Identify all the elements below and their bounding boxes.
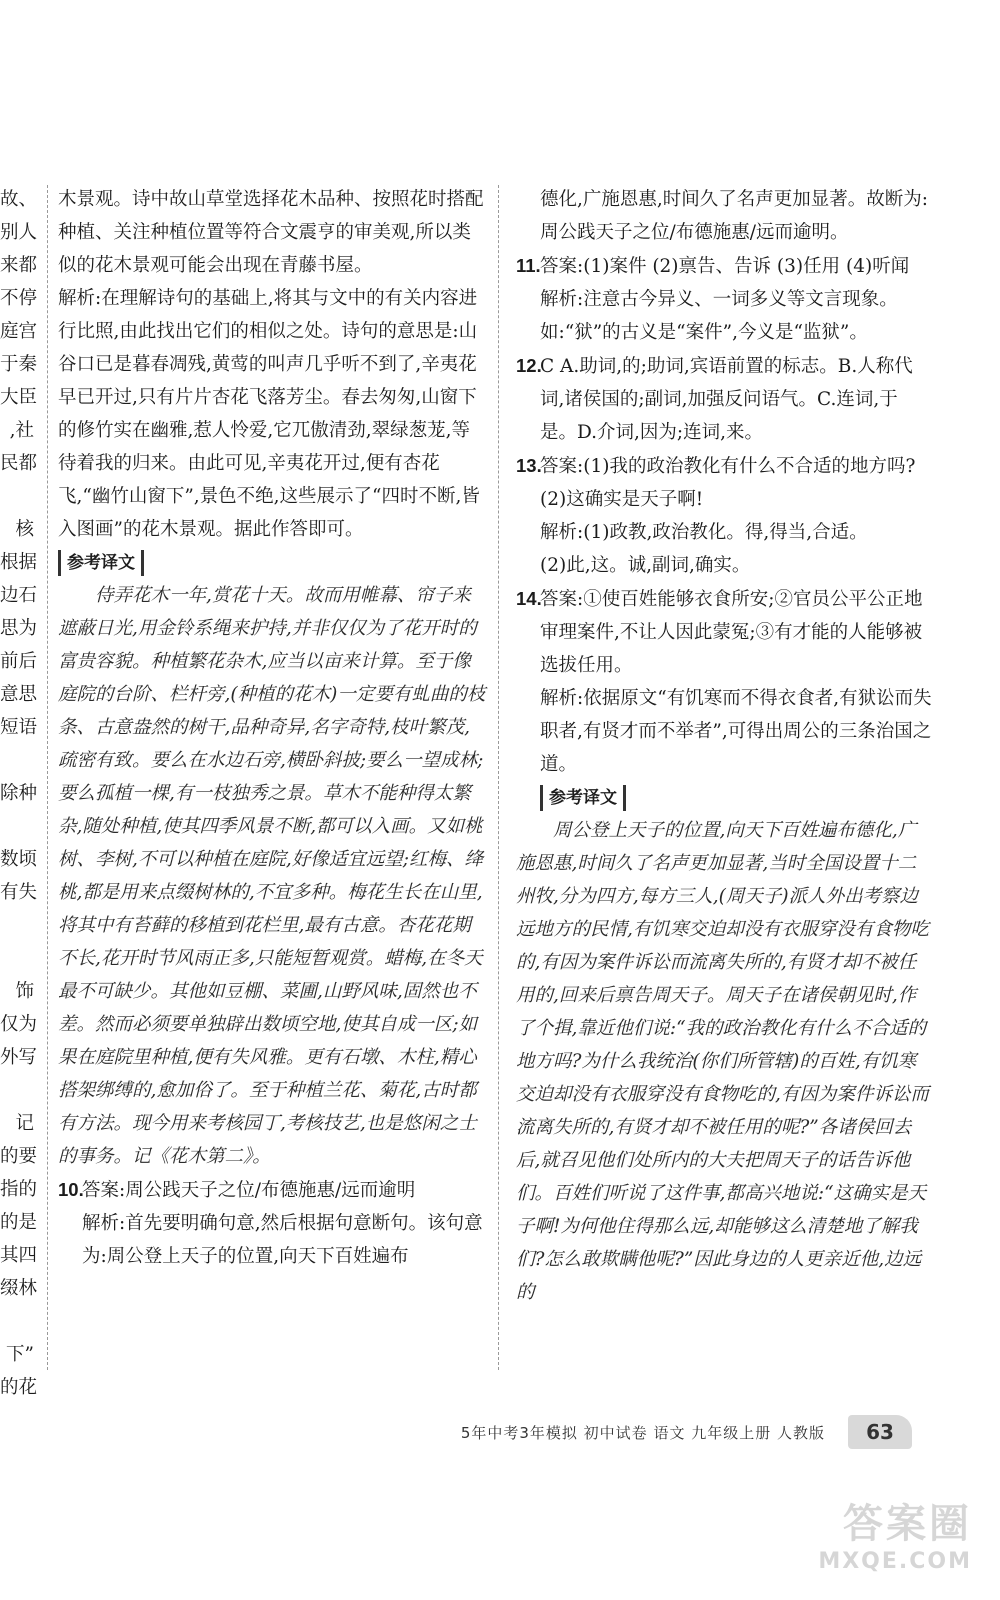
fragment-line: 其四 [0,1245,38,1266]
fragment-line [0,810,38,843]
answer-text: 答案:①使百姓能够衣食所安;②官员公平公正地审理案件,不让人因此蒙冤;③有才能的人能够被选拔任用。 [540,589,923,676]
watermark [818,1492,972,1574]
fragment-line: 庭宫 [0,321,38,342]
fragment-line: 大臣 [0,387,38,408]
fragment-line [0,942,38,975]
question-14 [516,582,934,682]
fragment-line: 前后 [0,651,38,672]
question-13-analysis-2: (2)此,这。诚,副词,确实。 [540,555,751,576]
fragment-line: 来都 [0,255,38,276]
fragment-line: 别人 [0,222,38,243]
fragment-line: 外写 [0,1047,38,1068]
fragment-line [0,744,38,777]
fragment-line: ,社 [9,420,34,441]
fragment-line [0,1074,38,1107]
fragment-line: 缀林 [0,1278,38,1299]
question-13 [516,449,934,483]
reference-translation: 周公登上天子的位置,向天下百姓遍布德化,广施恩惠,时间久了名声更加显著,当时全国设置十二州牧,分为四方,每方三人,(周天子)派人外出考察边远地方的民情,有饥寒交迫却没有衣服穿没有食物吃的,有因为案件诉讼而流离失所的,有贤才却不被任用的,回来后禀告周天子。周天子在诸侯朝见时,作了个揖,靠近他们说:“我的政治教化有什么不合适的地方吗?为什么我统治(你们所管辖)的百姓,有饥寒交迫却没有衣服穿没有食物吃的,有因为案件诉讼而流离失所的,有贤才却不被任用的呢?”各诸侯回去后,就召见他们处所内的大夫把周天子的话告诉他们。百姓们听说了这件事,都高兴地说:“这确实是天子啊!为何他住得那么远,却能够这么清楚地了解我们?怎么敢欺瞒他呢?”因此身边的人更亲近他,边远的 [516,820,929,1303]
fragment-line: 故、 [0,189,38,210]
fragment-line [0,480,38,513]
fragment-line: 核 [15,519,34,540]
column-divider [498,185,499,1370]
right-column [516,183,934,1309]
watermark-url: MXQE.COM [818,1549,972,1574]
reference-translation-heading: 参考译文 [58,550,144,576]
question-number: 14. [516,588,542,609]
answer-text: 答案:周公践天子之位/布德施惠/远而逾明 [82,1180,416,1201]
question-number: 10. [58,1179,84,1200]
fragment-line: 的要 [0,1146,38,1167]
question-13-analysis: 解析:(1)政教,政治教化。得,得当,合适。 [540,522,868,543]
fragment-line: 的是 [0,1212,38,1233]
fragment-line: 有失 [0,882,38,903]
fragment-line: 于秦 [0,354,38,375]
answer-text: 答案:(1)案件 (2)禀告、告诉 (3)任用 (4)听闻 [540,256,910,277]
question-11 [516,249,934,283]
watermark-logo-text: 答案圈 [843,1501,972,1547]
question-number: 13. [516,455,542,476]
fragment-line: 思为 [0,618,38,639]
fragment-line [0,1305,38,1338]
left-column-fragment [0,183,38,1404]
question-number: 11. [516,255,541,276]
fragment-line: 数顷 [0,849,38,870]
fragment-line: 除种 [0,783,38,804]
series-title: 5年中考3年模拟 初中试卷 语文 九年级上册 人教版 [460,1424,825,1442]
question-11-analysis: 解析:注意古今异义、一词多义等文言现象。如:“狱”的古义是“案件”,今义是“监狱”。 [540,289,898,343]
answer-text: C A.助词,的;助词,宾语前置的标志。B.人称代词,诸侯国的;副词,加强反问语气。C.连词,于是。D.介词,因为;连词,来。 [540,356,913,443]
fragment-line: 饰 [15,981,34,1002]
reference-translation: 侍弄花木一年,赏花十天。故而用帷幕、帘子来遮蔽日光,用金铃系绳来护持,并非仅仅为了花开时的富贵容貌。种植繁花杂木,应当以亩来计算。至于像庭院的台阶、栏杆旁,(种植的花木)一定要有虬曲的枝条、古意盎然的树干,品种奇异,名字奇特,枝叶繁茂,疏密有致。要么在水边石旁,横卧斜披;要么一望成林;要么孤植一棵,有一枝独秀之景。草木不能种得太繁杂,随处种植,使其四季风景不断,都可以入画。又如桃树、李树,不可以种植在庭院,好像适宜远望;红梅、绛桃,都是用来点缀树林的,不宜多种。梅花生长在山里,将其中有苔藓的移植到花栏里,最有古意。杏花花期不长,花开时节风雨正多,只能短暂观赏。蜡梅,在冬天最不可缺少。其他如豆棚、菜圃,山野风味,固然也不差。然而必须要单独辟出数顷空地,使其自成一区;如果在庭院里种植,便有失风雅。更有石墩、木柱,精心搭架绑缚的,愈加俗了。至于种植兰花、菊花,古时都有方法。现今用来考核园丁,考核技艺,也是悠闲之士的事务。记《花木第二》。 [58,585,486,1167]
question-14-analysis: 解析:依据原文“有饥寒而不得衣食者,有狱讼而失职者,有贤才而不举者”,可得出周公的三条治国之道。 [540,688,932,775]
question-13-answer-2: (2)这确实是天子啊! [540,489,704,510]
question-number: 12. [516,355,542,376]
column-divider [47,185,48,1370]
answer-continuation: 木景观。诗中故山草堂选择花木品种、按照花时搭配种植、关注种植位置等符合文震亨的审美观,所以类似的花木景观可能会出现在青藤书屋。 [58,189,484,276]
question-12 [516,349,934,449]
page-footer [0,1413,1000,1457]
fragment-line: 不停 [0,288,38,309]
fragment-line: 民都 [0,453,38,474]
fragment-line: 仅为 [0,1014,38,1035]
fragment-line [0,909,38,942]
analysis-continuation: 德化,广施恩惠,时间久了名声更加显著。故断为:周公践天子之位/布德施惠/远而逾明。 [540,189,928,243]
answer-text: 答案:(1)我的政治教化有什么不合适的地方吗? [540,456,916,477]
fragment-line: 根据 [0,552,38,573]
middle-column [58,183,486,1273]
fragment-line: 下” [6,1344,34,1365]
fragment-line: 意思 [0,684,38,705]
fragment-line: 边石 [0,585,38,606]
fragment-line: 记 [15,1113,34,1134]
page-number: 63 [848,1415,912,1449]
analysis-paragraph: 解析:在理解诗句的基础上,将其与文中的有关内容进行比照,由此找出它们的相似之处。诗句的意思是:山谷口已是暮春凋残,黄莺的叫声几乎听不到了,辛夷花早已开过,只有片片杏花飞落芳尘。春去匆匆,山窗下的修竹实在幽雅,惹人怜爱,它兀傲清劲,翠绿葱茏,等待着我的归来。由此可见,辛夷花开过,便有杏花飞,“幽竹山窗下”,景色不绝,这些展示了“四时不断,皆入图画”的花木景观。据此作答即可。 [58,288,480,540]
fragment-line: 指的 [0,1179,38,1200]
question-10-analysis: 解析:首先要明确句意,然后根据句意断句。该句意为:周公登上天子的位置,向天下百姓遍布 [82,1213,483,1267]
question-10 [58,1173,486,1207]
fragment-line: 的花 [0,1377,38,1398]
reference-translation-heading: 参考译文 [540,785,626,811]
fragment-line: 短语 [0,717,38,738]
